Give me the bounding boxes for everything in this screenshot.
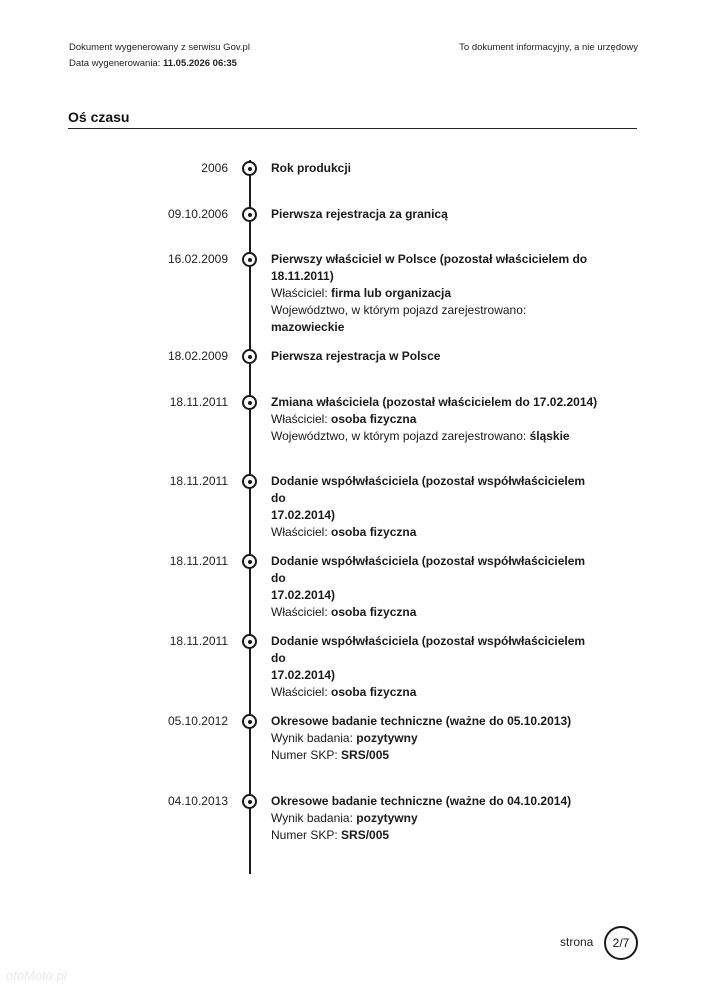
timeline-marker-icon <box>242 554 257 569</box>
event-detail <box>271 730 601 747</box>
detail-value: mazowieckie <box>271 320 345 334</box>
timeline-marker-icon <box>242 207 257 222</box>
timeline-marker-icon <box>242 252 257 267</box>
detail-label: Wynik badania: <box>271 811 353 825</box>
detail-value: osoba fizyczna <box>331 525 417 539</box>
source-note: Dokument wygenerowany z serwisu Gov.pl <box>69 42 250 53</box>
document-header-left <box>69 40 250 72</box>
event-detail <box>271 428 601 445</box>
timeline-event <box>271 206 601 223</box>
page-number-badge: 2/7 <box>604 926 638 960</box>
timeline-marker-icon <box>242 349 257 364</box>
timeline-marker-icon <box>242 794 257 809</box>
event-detail <box>271 747 601 764</box>
detail-value: SRS/005 <box>341 828 390 842</box>
detail-label: Właściciel: <box>271 685 328 699</box>
event-title: Okresowe badanie techniczne (ważne do 05.10.2013) <box>271 714 572 728</box>
section-title: Oś czasu <box>68 109 130 125</box>
event-title: Pierwsza rejestracja w Polsce <box>271 349 441 363</box>
timeline-event <box>271 553 601 621</box>
detail-value: śląskie <box>529 429 570 443</box>
detail-value: osoba fizyczna <box>331 685 417 699</box>
timeline-event <box>271 633 601 701</box>
event-detail <box>271 524 601 541</box>
timeline-axis <box>249 160 251 874</box>
timeline-date: 04.10.2013 <box>167 794 228 808</box>
detail-value: osoba fizyczna <box>331 412 417 426</box>
event-title: Dodanie współwłaściciela (pozostał współwłaścicielem do <box>271 634 586 665</box>
event-title: 18.11.2011) <box>271 269 334 283</box>
timeline-date: 18.11.2011 <box>169 634 228 648</box>
generation-date <box>69 56 250 72</box>
event-detail <box>271 827 601 844</box>
event-detail <box>271 684 601 701</box>
detail-value: SRS/005 <box>341 748 390 762</box>
timeline-date: 2006 <box>201 161 228 175</box>
timeline-date: 09.10.2006 <box>167 207 228 221</box>
event-detail <box>271 411 601 428</box>
timeline-date: 18.02.2009 <box>167 349 228 363</box>
event-title: Pierwsza rejestracja za granicą <box>271 207 448 221</box>
detail-label: Właściciel: <box>271 286 328 300</box>
event-title: Dodanie współwłaściciela (pozostał współwłaścicielem do <box>271 474 586 505</box>
detail-value: firma lub organizacja <box>331 286 452 300</box>
timeline-marker-icon <box>242 161 257 176</box>
detail-label: Województwo, w którym pojazd zarejestrowano: <box>271 303 527 317</box>
timeline-date: 05.10.2012 <box>167 714 228 728</box>
timeline-event <box>271 251 601 336</box>
timeline-event <box>271 394 601 445</box>
event-detail <box>271 810 601 827</box>
watermark: otoMoto.pl <box>6 968 67 983</box>
generation-date-label: Data wygenerowania: <box>69 58 161 69</box>
event-title: Zmiana właściciela (pozostał właścicielem do 17.02.2014) <box>271 395 598 409</box>
event-title: 17.02.2014) <box>271 588 336 602</box>
detail-label: Właściciel: <box>271 525 328 539</box>
timeline-event <box>271 713 601 764</box>
timeline-date: 18.11.2011 <box>169 474 228 488</box>
event-title: Dodanie współwłaściciela (pozostał współwłaścicielem do <box>271 554 586 585</box>
detail-label: Właściciel: <box>271 412 328 426</box>
detail-value: pozytywny <box>356 731 418 745</box>
timeline-marker-icon <box>242 395 257 410</box>
detail-label: Właściciel: <box>271 605 328 619</box>
event-title: 17.02.2014) <box>271 508 336 522</box>
timeline-event <box>271 793 601 844</box>
timeline-date: 16.02.2009 <box>167 252 228 266</box>
document-header-right <box>459 40 638 56</box>
detail-label: Numer SKP: <box>271 828 338 842</box>
timeline-event <box>271 473 601 541</box>
timeline-event <box>271 348 601 365</box>
event-title: Pierwszy właściciel w Polsce (pozostał właścicielem do <box>271 252 588 266</box>
detail-value: pozytywny <box>356 811 418 825</box>
timeline-marker-icon <box>242 634 257 649</box>
timeline-marker-icon <box>242 714 257 729</box>
timeline-date: 18.11.2011 <box>169 395 228 409</box>
timeline-date: 18.11.2011 <box>169 554 228 568</box>
timeline-marker-icon <box>242 474 257 489</box>
event-detail <box>271 285 601 302</box>
event-title: 17.02.2014) <box>271 668 336 682</box>
page-label: strona <box>560 935 594 949</box>
event-title: Rok produkcji <box>271 161 352 175</box>
detail-value: osoba fizyczna <box>331 605 417 619</box>
section-divider <box>68 128 637 129</box>
detail-label: Województwo, w którym pojazd zarejestrowano: <box>271 429 527 443</box>
timeline-event <box>271 160 601 177</box>
detail-label: Wynik badania: <box>271 731 353 745</box>
event-detail <box>271 302 601 336</box>
detail-label: Numer SKP: <box>271 748 338 762</box>
event-detail <box>271 604 601 621</box>
disclaimer-note: To dokument informacyjny, a nie urzędowy <box>459 42 638 53</box>
event-title: Okresowe badanie techniczne (ważne do 04.10.2014) <box>271 794 572 808</box>
generation-date-value: 11.05.2026 06:35 <box>163 58 237 69</box>
